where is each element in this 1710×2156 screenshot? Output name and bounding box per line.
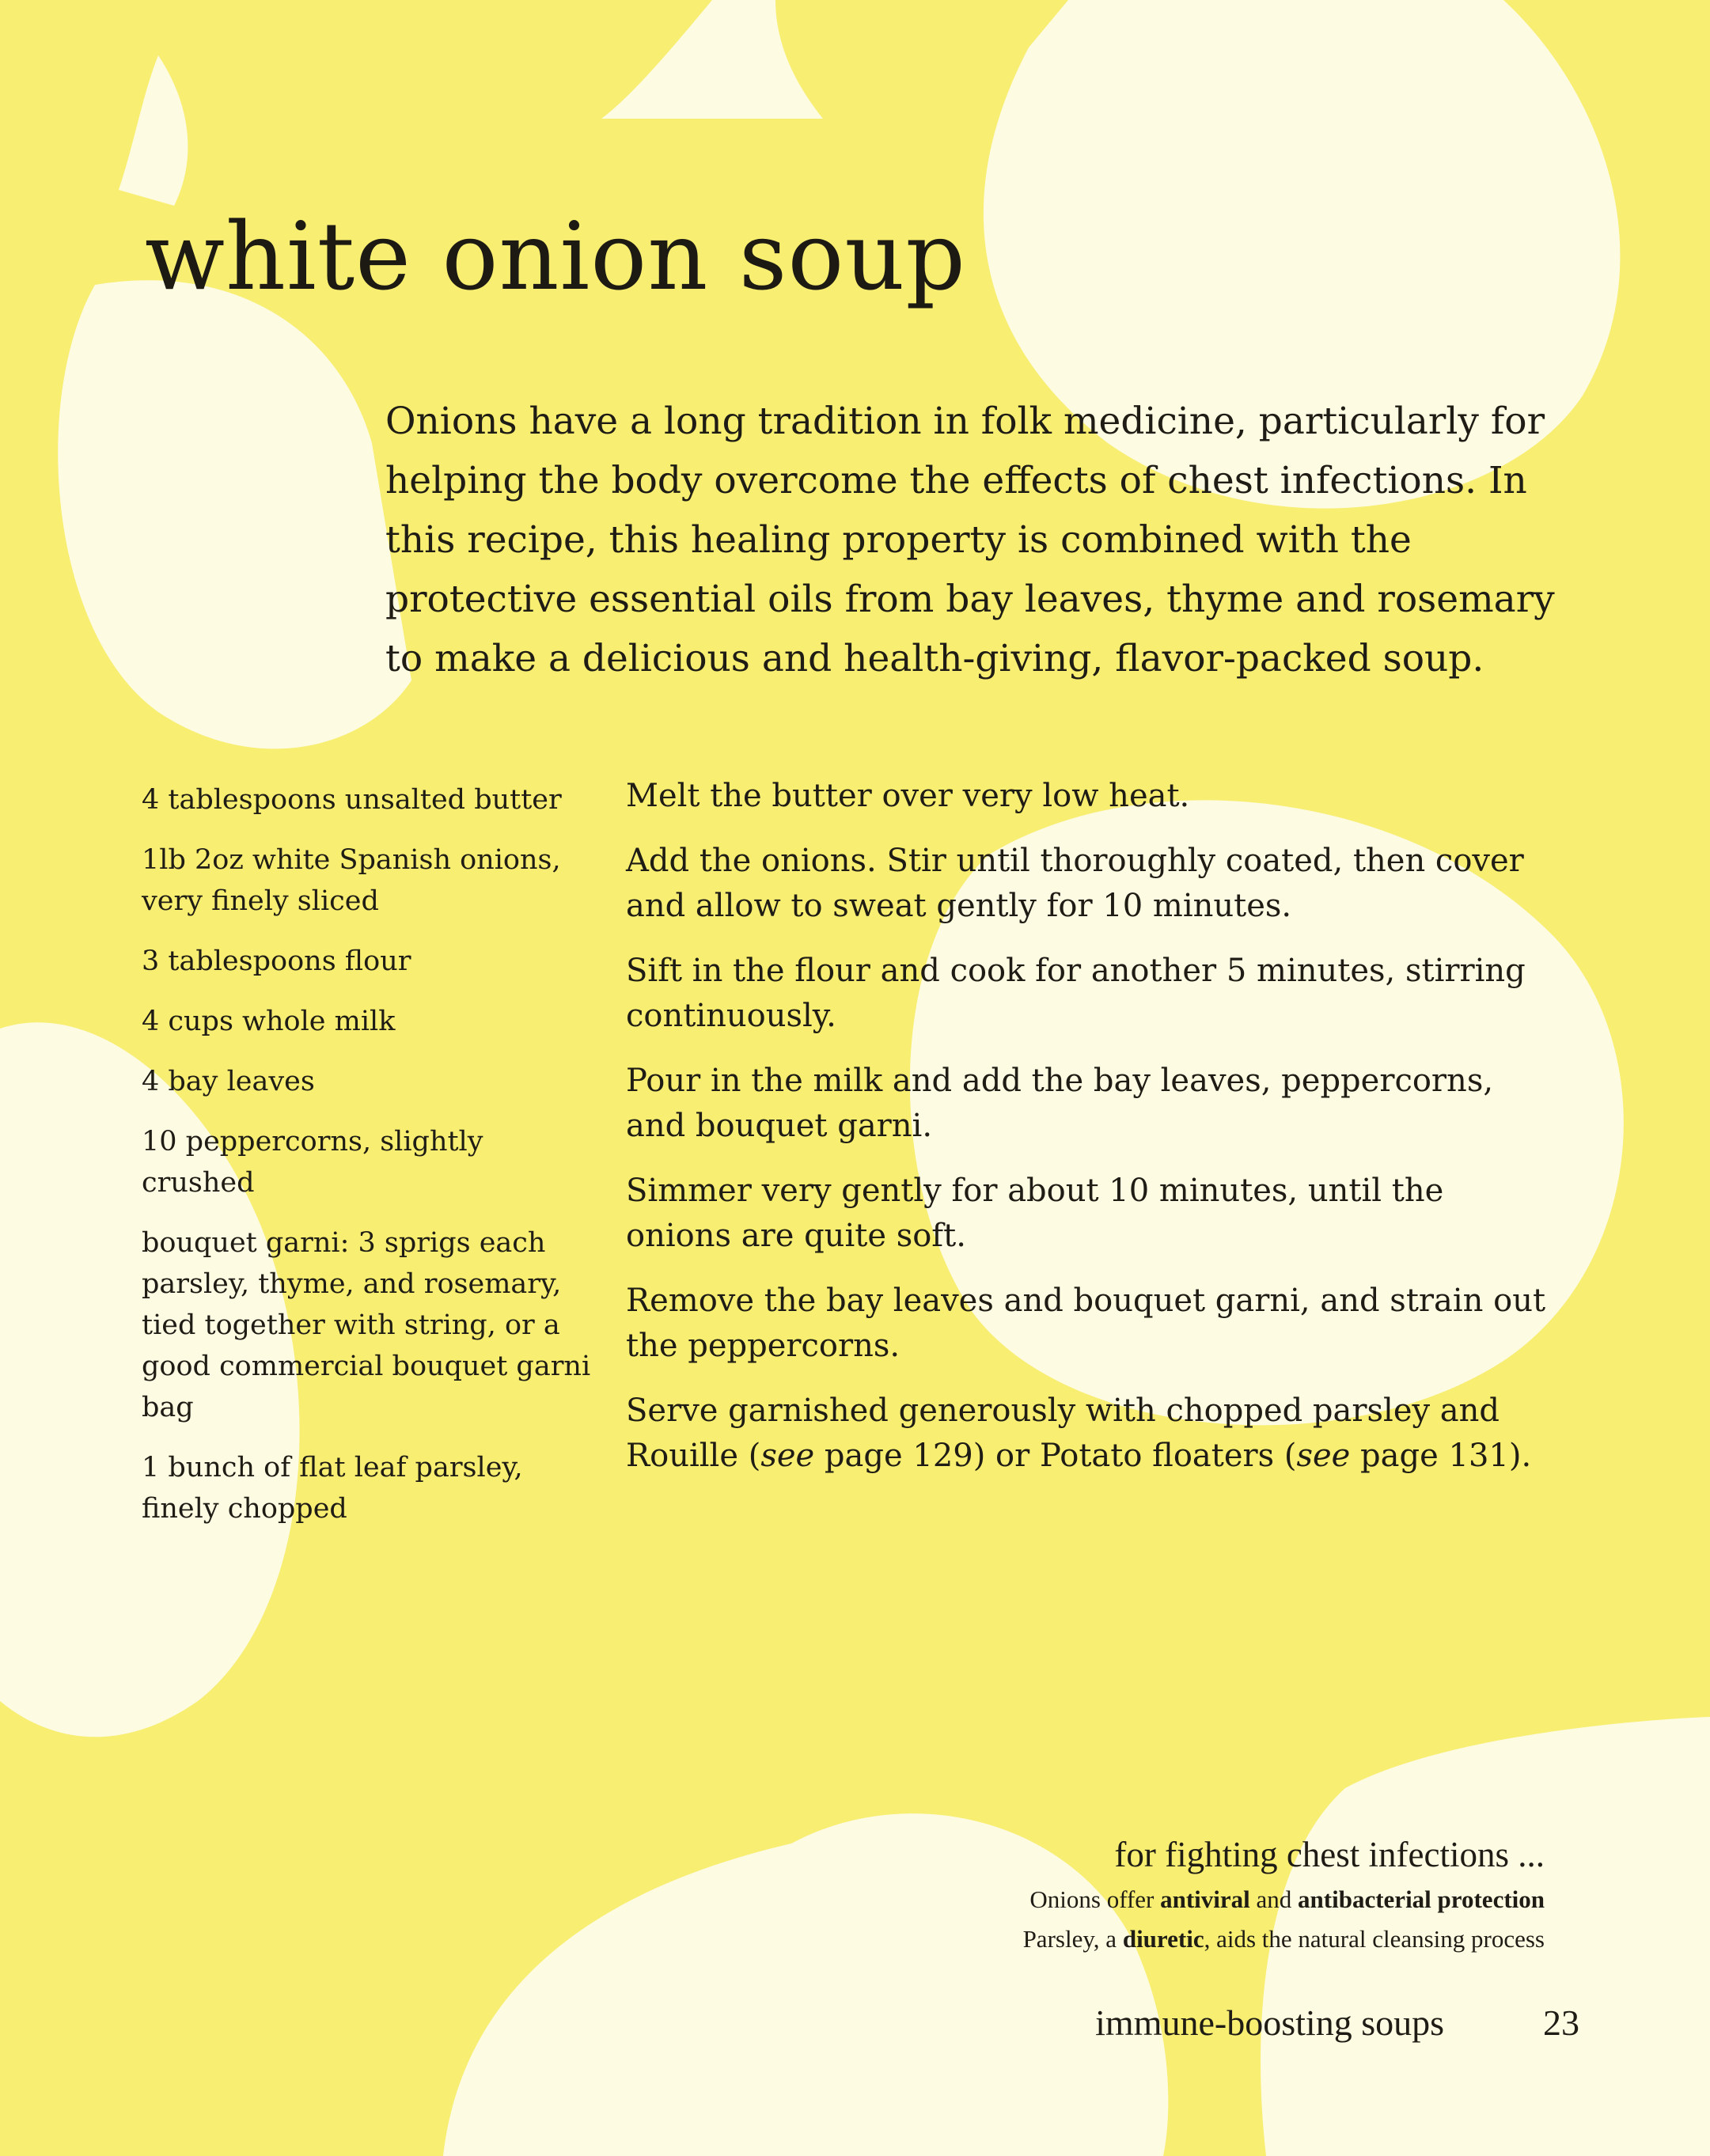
serve-text: Serve garnished generously with chopped parsley and Rouille ( — [626, 1392, 1500, 1474]
section-name: immune-boosting soups — [1095, 2003, 1444, 2043]
method-step: Pour in the milk and add the bay leaves, peppercorns, and bouquet garni. — [626, 1063, 1494, 1144]
serve-text: page 129) or Potato floaters ( — [814, 1438, 1297, 1474]
page-number: 23 — [1543, 2003, 1579, 2043]
text: Parsley, a — [1022, 1925, 1123, 1953]
intro-paragraph: Onions have a long tradition in folk medicine, particularly for helping the body overcome the effects of chest infections. In this recipe, this healing property is combined with the protective essential oils from bay leaves, thyme and rosemary to make a delicious and health-giving, flavor-packed soup. — [385, 400, 1555, 680]
see-ref: see — [1296, 1438, 1351, 1474]
emphasis: diuretic — [1122, 1925, 1204, 1953]
emphasis: antibacterial protection — [1298, 1885, 1545, 1913]
method-step: Remove the bay leaves and bouquet garni, and strain out the peppercorns. — [626, 1283, 1546, 1364]
health-benefits-box — [1023, 1834, 1545, 1959]
method-steps — [626, 774, 1552, 1499]
method-step: Add the onions. Stir until thoroughly coated, then cover and allow to sweat gently for 10 minutes. — [626, 843, 1524, 924]
text: Onions offer — [1029, 1885, 1161, 1913]
see-ref: see — [760, 1438, 815, 1474]
method-step: Simmer very gently for about 10 minutes, until the onions are quite soft. — [626, 1173, 1444, 1254]
ingredient-item: 4 tablespoons unsalted butter — [142, 784, 562, 816]
text: and — [1249, 1885, 1299, 1913]
benefit-line-parsley — [1023, 1919, 1545, 1959]
method-step: Melt the butter over very low heat. — [626, 778, 1190, 814]
ingredients-list — [142, 779, 601, 1548]
benefits-heading: for fighting chest infections ... — [1114, 1835, 1545, 1874]
ingredient-item: 1lb 2oz white Spanish onions, very finely sliced — [142, 844, 561, 917]
method-step: Sift in the flour and cook for another 5 minutes, stirring continuously. — [626, 953, 1526, 1034]
text: , aids the natural cleansing process — [1204, 1925, 1545, 1953]
ingredient-item: 4 bay leaves — [142, 1066, 315, 1097]
emphasis: antiviral — [1160, 1885, 1250, 1913]
ingredient-item: 4 cups whole milk — [142, 1006, 396, 1037]
recipe-title: white onion soup — [145, 202, 966, 311]
ingredient-item: 10 peppercorns, slightly crushed — [142, 1126, 483, 1199]
method-step-serve — [626, 1389, 1552, 1479]
ingredient-item: bouquet garni: 3 sprigs each parsley, thyme, and rosemary, tied together with string, or a good commercial bouquet garni bag — [142, 1227, 591, 1423]
benefit-line-onions — [1023, 1880, 1545, 1919]
ingredient-item: 3 tablespoons flour — [142, 945, 411, 977]
ingredient-item: 1 bunch of flat leaf parsley, finely chopped — [142, 1452, 523, 1525]
serve-text: page 131). — [1350, 1438, 1532, 1474]
